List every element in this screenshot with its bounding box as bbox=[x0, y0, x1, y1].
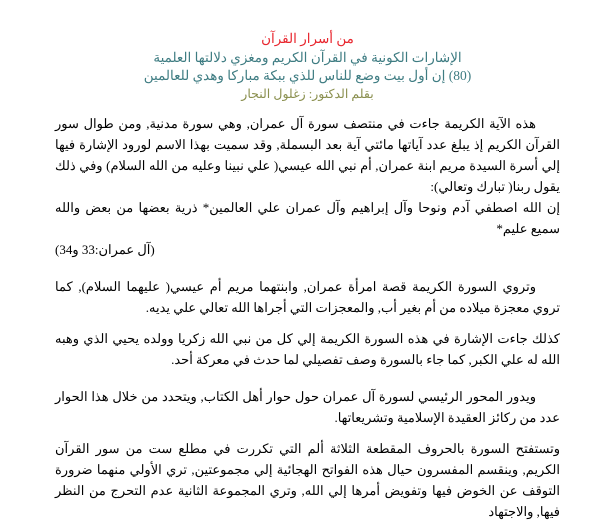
spacer-after-paragraph-4 bbox=[55, 428, 560, 438]
verse-heading: (80) إن أول بيت وضع للناس للذي ببكة مباركا وهدي للعالمين bbox=[143, 68, 472, 83]
spacer-after-reference bbox=[55, 260, 560, 276]
paragraph-intro: هذه الآية الكريمة جاءت في منتصف سورة آل عمران, وهي سورة مدنية, ومن طوال سور القرآن الكريم إذ يبلغ عدد آياتها مائتي آية بعد البسملة, وقد سميت بهذا الاسم لورود الإشارة فيها إلي أسرة السيدة مريم ابنة عمران, أم نبي الله عيسي( علي نبينا وعليه من الله السلام) وفي ذلك يقول ربنا( تبارك وتعالي): bbox=[55, 116, 560, 194]
quran-verse-text: إن الله اصطفي آدم ونوحا وآل إبراهيم وآل عمران علي العالمين* ذرية بعضها من بعض والله سميع عليم* bbox=[55, 200, 560, 236]
paragraph-main-theme: ويدور المحور الرئيسي لسورة آل عمران حول حوار أهل الكتاب, ويتحدد من خلال هذا الحوار عدد من ركائز العقيدة الإسلامية وتشريعاتها. bbox=[55, 389, 560, 425]
paragraph-zakariya: كذلك جاءت الإشارة في هذه السورة الكريمة إلي كل من نبي الله زكريا وولده يحيي الذي وهبه الله له علي الكبر, كما جاء بالسورة وصف تفصيلي لما حدث في معركة أحد. bbox=[55, 331, 560, 367]
quran-verse-reference: (آل عمران:33 و34) bbox=[55, 242, 155, 257]
document-header bbox=[55, 30, 560, 103]
paragraph-muqattaat: وتستفتح السورة بالحروف المقطعة الثلاثة ألم التي تكررت في مطلع ست من سور القرآن الكريم, وينقسم المفسرون حيال هذه الفواتح الهجائية إلي مجموعتين, تري الأولي منهما ضرورة التوقف عن الخوض فيها وتفويض أمرها إلي الله, وتري المجموعة الثانية عدم التحرج من النظر فيها, والاجتهاد bbox=[55, 441, 560, 519]
author-byline: بقلم الدكتور: زغلول النجار bbox=[241, 87, 374, 101]
page-subtitle: الإشارات الكونية في القرآن الكريم ومغزي دلالتها العلمية bbox=[153, 50, 462, 65]
paragraph-surah-story: وتروي السورة الكريمة قصة امرأة عمران, وابنتهما مريم أم عيسي( عليهما السلام), كما تروي معجزة ميلاده من أم بغير أب, والمعجزات التي أجراها الله تعالي علي يديه. bbox=[55, 279, 560, 315]
spacer-after-paragraph-3 bbox=[55, 370, 560, 386]
spacer-after-paragraph-2 bbox=[55, 318, 560, 328]
page-title: من أسرار القرآن bbox=[261, 31, 354, 46]
